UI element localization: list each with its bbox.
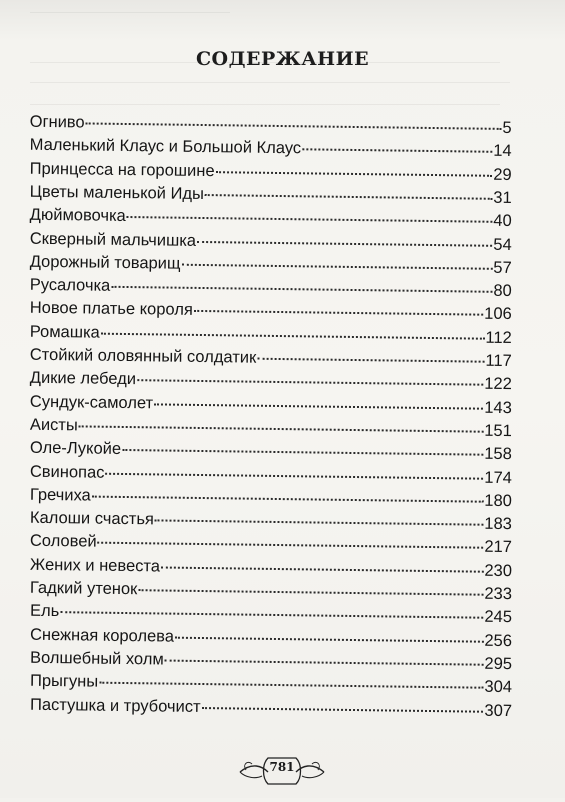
toc-leader-dots — [98, 541, 484, 549]
toc-leader-dots — [197, 239, 492, 246]
toc-entry-page: 14 — [493, 142, 512, 161]
toc-leader-dots — [105, 471, 483, 479]
toc-entry-title: Стойкий оловянный солдатик — [29, 345, 257, 367]
toc-leader-dots — [79, 424, 484, 432]
toc-entry-title: Принцесса на горошине — [29, 159, 215, 180]
toc-entry-title: Ромашка — [29, 322, 100, 342]
toc-entry-page: 112 — [485, 328, 512, 347]
toc-entry-title: Пастушка и трубочист — [29, 695, 201, 716]
toc-leader-dots — [257, 357, 484, 363]
toc-entry-page: 183 — [484, 514, 513, 534]
toc-entry-page: 245 — [484, 608, 513, 627]
toc-leader-dots — [165, 658, 484, 665]
toc-leader-dots — [86, 121, 502, 129]
toc-entry-title: Маленький Клаус и Большой Клаус — [29, 136, 302, 158]
page-title: СОДЕРЖАНИЕ — [195, 48, 370, 70]
toc-leader-dots — [127, 215, 493, 223]
toc-entry-title: Гречиха — [29, 485, 91, 505]
toc-entry-page: 31 — [493, 188, 512, 207]
toc-leader-dots — [111, 285, 492, 293]
toc-leader-dots — [60, 610, 483, 619]
toc-leader-dots — [101, 331, 485, 339]
page-number: 781 — [269, 760, 295, 774]
toc-leader-dots — [182, 263, 493, 270]
toc-leader-dots — [92, 494, 484, 502]
toc-entry-title: Дорожный товарищ — [29, 252, 181, 273]
toc-entry-page: 29 — [493, 165, 512, 184]
toc-leader-dots — [137, 378, 483, 386]
toc-leader-dots — [175, 635, 483, 642]
toc-entry-title: Новое платье короля — [29, 299, 193, 320]
toc-leader-dots — [216, 170, 493, 177]
toc-leader-dots — [154, 402, 483, 409]
toc-leader-dots — [202, 706, 484, 713]
toc-entry-title: Аисты — [29, 415, 78, 435]
toc-entry-title: Дюймовочка — [29, 205, 126, 226]
toc-entry-page: 54 — [493, 235, 512, 254]
toc-entry-page: 143 — [484, 398, 512, 417]
toc-entry-page: 106 — [484, 305, 512, 324]
toc-entry-title: Оле-Лукойе — [29, 438, 122, 459]
toc-entry-page: 117 — [485, 351, 512, 371]
toc-entry-page: 295 — [484, 654, 513, 673]
toc-entry-title: Калоши счастья — [29, 508, 155, 529]
toc-entry-title: Сундук-самолет — [29, 392, 154, 412]
toc-entry-page: 5 — [502, 118, 512, 138]
toc-entry-title: Волшебный холм — [29, 648, 164, 669]
toc-entry-page: 174 — [484, 468, 512, 487]
toc-leader-dots — [194, 309, 483, 316]
toc-entry-title: Соловей — [29, 532, 97, 552]
toc-entry-title: Гадкий утенок — [29, 578, 138, 599]
toc-entry-page: 230 — [484, 561, 513, 580]
toc-entry-title: Цветы маленькой Иды — [29, 182, 205, 203]
toc-leader-dots — [161, 565, 483, 572]
toc-entry-title: Жених и невеста — [29, 555, 161, 576]
toc-entry-page: 233 — [484, 584, 513, 604]
toc-entry-page: 151 — [484, 421, 512, 440]
toc-entry-page: 158 — [484, 444, 512, 464]
toc-leader-dots — [122, 448, 483, 456]
toc-leader-dots — [138, 588, 483, 596]
toc-entry-title: Дикие лебеди — [29, 369, 137, 389]
toc-entry-page: 80 — [493, 281, 512, 301]
toc-entry-page: 304 — [484, 677, 513, 697]
toc-entry-page: 40 — [493, 211, 512, 231]
toc-entry-page: 217 — [484, 538, 513, 557]
toc-entry-page: 307 — [484, 701, 513, 720]
toc-entry-title: Прыгуны — [29, 671, 99, 691]
toc-entry-page: 180 — [484, 491, 512, 510]
toc-entry-title: Огниво — [29, 112, 85, 132]
toc-leader-dots — [205, 193, 492, 200]
toc-entry — [30, 695, 512, 725]
toc-entry-title: Снежная королева — [29, 625, 175, 646]
toc-entry-page: 57 — [493, 258, 512, 277]
toc-entry-title: Ель — [29, 602, 60, 621]
toc-leader-dots — [99, 681, 483, 689]
toc-entry-page: 122 — [484, 374, 512, 394]
toc-leader-dots — [155, 518, 483, 525]
toc-entry-title: Русалочка — [29, 275, 111, 295]
toc-entry-title: Свинопас — [29, 462, 105, 482]
toc-leader-dots — [302, 148, 492, 153]
toc-entry-title: Скверный мальчишка — [29, 229, 197, 250]
toc-entry-page: 256 — [484, 631, 513, 650]
